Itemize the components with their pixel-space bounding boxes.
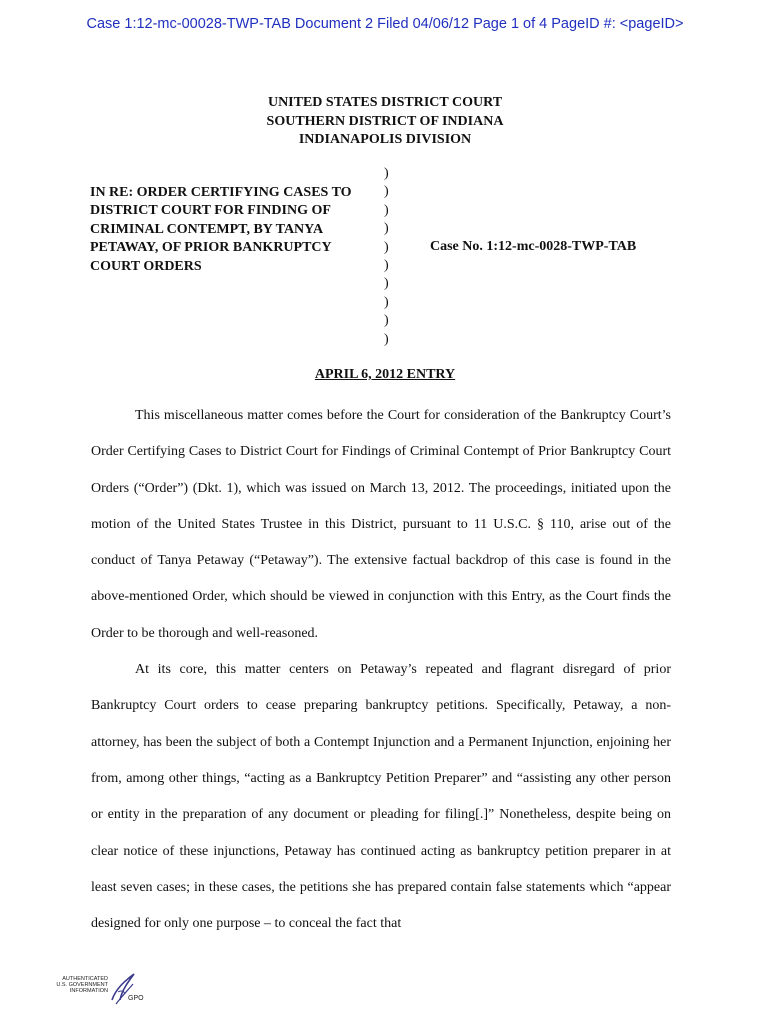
caption-paren: ) [384, 258, 389, 274]
caption-line: COURT ORDERS [90, 258, 202, 274]
gpo-mark: GPO [128, 995, 144, 1002]
paragraph: At its core, this matter centers on Petaway’s repeated and flagrant disregard of prior Bankruptcy Court orders to cease preparing bankruptcy petitions. Specifically, Petaway, a non-attorney, has been the subject of both a Contempt Injunction and a Permanent Injunction, enjoining her from, among other things, “acting as a Bankruptcy Petition Preparer” and “assisting any other person or entity in the preparation of any document or pleading for filing[.]” Nonetheless, despite being on clear notice of these injunctions, Petaway has continued acting as bankruptcy petition preparer in at least seven cases; in these cases, the petitions she has prepared contain false statements which “appear designed for only one purpose – to conceal the fact that [91, 662, 671, 932]
caption-paren: ) [384, 202, 389, 218]
caption-line: DISTRICT COURT FOR FINDING OF [90, 203, 331, 219]
paragraph: This miscellaneous matter comes before the Court for consideration of the Bankruptcy Court’s Order Certifying Cases to District Court for Findings of Criminal Contempt of Prior Bankruptcy Court Orders (“Order”) (Dkt. 1), which was issued on March 13, 2012. The proceedings, initiated upon the motion of the United States Trustee in this District, pursuant to 11 U.S.C. § 110, arise out of the conduct of Tanya Petaway (“Petaway”). The extensive factual backdrop of this case is found in the above-mentioned Order, which should be viewed in conjunction with this Entry, as the Court finds the Order to be thorough and well-reasoned. [91, 408, 671, 641]
caption-paren: ) [384, 294, 389, 310]
eagle-icon [108, 970, 136, 1010]
caption-parentheses [384, 165, 396, 349]
gpo-line: INFORMATION [69, 988, 108, 994]
caption-paren: ) [384, 184, 389, 200]
gpo-line: U.S. GOVERNMENT [56, 982, 108, 988]
entry-body [91, 398, 671, 942]
entry-title: APRIL 6, 2012 ENTRY [314, 367, 456, 382]
caption-paren: ) [384, 276, 389, 292]
caption-paren: ) [384, 313, 389, 329]
caption-line: IN RE: ORDER CERTIFYING CASES TO [90, 185, 352, 200]
gpo-authentication-logo [44, 968, 144, 1012]
case-caption [90, 184, 380, 276]
caption-paren: ) [384, 166, 389, 181]
gpo-authentication-text [44, 976, 108, 994]
court-division: INDIANAPOLIS DIVISION [298, 132, 472, 147]
caption-paren: ) [384, 239, 389, 255]
court-district: SOUTHERN DISTRICT OF INDIANA [266, 113, 504, 129]
court-heading [0, 94, 770, 150]
court-name: UNITED STATES DISTRICT COURT [267, 95, 503, 110]
caption-line: PETAWAY, OF PRIOR BANKRUPTCY [90, 240, 332, 256]
caption-line: CRIMINAL CONTEMPT, BY TANYA [90, 221, 324, 237]
caption-paren: ) [384, 221, 389, 237]
case-number: Case No. 1:12-mc-0028-TWP-TAB [430, 239, 637, 254]
caption-paren: ) [384, 331, 389, 347]
gpo-line: AUTHENTICATED [62, 976, 108, 982]
ecf-header-stamp: Case 1:12-mc-00028-TWP-TAB Document 2 Filed 04/06/12 Page 1 of 4 PageID #: <pageID> [86, 16, 684, 32]
